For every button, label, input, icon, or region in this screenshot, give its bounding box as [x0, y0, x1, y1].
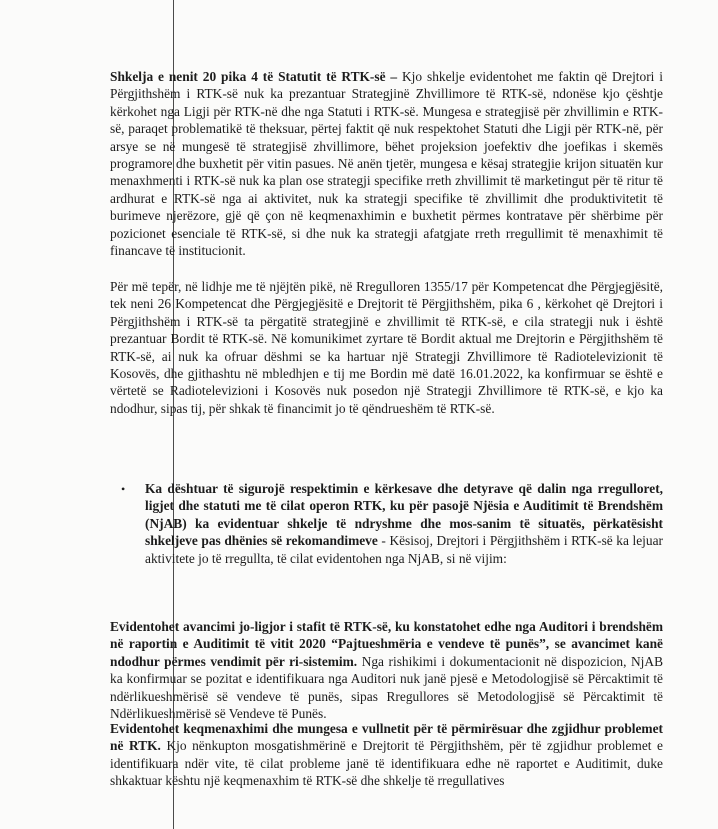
- paragraph-body: Kjo nënkupton mosgatishmërinë e Drejtorit të Përgjithshëm, për të zgjidhur problemet e identifikuara ndër vite, të cilat probleme janë të identifikuara edhe në raportet e Auditimit, duke shkaktuar kështu një keqmenaxhim të RTK-së dhe shkelje të rregullatives: [110, 738, 663, 789]
- paragraph-body: Nga rishikimi i dokumentacionit në dispozicion, NjAB ka konfirmuar se pozitat e identifikuara nga Auditori nuk janë pjesë e Metodologjisë së Përcaktimit të ndërlikueshmërisë së vendeve të punës, sipas Rregullores së Metodologjisë së Përcaktimit të Ndërlikueshmërisë së Vendeve të Punës.: [110, 653, 663, 722]
- paragraph-heading: Evidentohet keqmenaxhimi dhe mungesa e vullnetit për të përmirësuar dhe zgjidhur problemet në RTK.: [110, 721, 663, 754]
- paragraph-mismanagement: [110, 720, 663, 790]
- bullet-marker: •: [121, 482, 126, 496]
- paragraph-regulation: [110, 278, 663, 417]
- paragraph-body: Kjo shkelje evidentohet me faktin që Drejtori i Përgjithshëm i RTK-së nuk ka prezantuar Strategjinë Zhvillimore të RTK-së, ndonëse kjo çështje kërkohet nga Ligji për RTK-në dhe nga Statuti i RTK-së. Mungesa e strategjisë për zhvillimin e RTK-së, paraqet problematikë të theksuar, përtej faktit që nuk respektohet Statuti dhe Ligji për RTK-në, për arsye se në mungesë të strategjisë zhvillimore, bëhet projeksion joefektiv dhe joefikas i skemës programore dhe buxhetit për vitin pasues. Në anën tjetër, mungesa e kësaj strategjie krijon situatën kur menaxhmenti i RTK-së nuk ka plan ose strategji specifike rreth zhvillimit të marketingut për të ritur të ardhurat e RTK-së nga ai aktivitet, nuk ka strategji specifike të zhvillimit dhe produktivitetit të burimeve njerëzore, gjë që çon në keqmenaxhimin e buxhetit përmes kontratave për shërbime për pozicionet esenciale të RTK-së, si dhe nuk ka strategji afatgjate rreth rregullimit të menaxhimit të financave të institucionit.: [110, 69, 663, 259]
- paragraph-body: Për më tepër, në lidhje me të njëjtën pikë, në Rregulloren 1355/17 për Kompetencat dhe Përgjegjësitë, tek neni 26 Kompetencat dhe Përgjegjësitë e Drejtorit të Përgjithshëm, pika 6 , kërkohet që Drejtori i Përgjithshëm i RTK-së ta përgatitë strategjinë e zhvillimit të RTK-së, e cila strategji nuk i është prezantuar Bordit të RTK-së. Në komunikimet zyrtare të Bordit aktual me Drejtorin e Përgjithshëm të RTK-së, ai nuk ka ofruar dëshmi se ka hartuar një Strategji Zhvillimore të Radiotelevizionit të Kosovës, dhe gjithashtu në mbledhjen e tij me Bordin më datë 16.01.2022, ka konfirmuar se është e vërtetë se Radiotelevizioni i Kosovës nuk posedon një Strategji Zhvillimore të RTK-së, e kjo ka ndodhur, sipas tij, për shkak të financimit jo të qëndrueshëm të RTK-së.: [110, 279, 663, 416]
- paragraph-heading: Shkelja e nenit 20 pika 4 të Statutit të RTK-së –: [110, 69, 403, 84]
- paragraph-heading: Evidentohet avancimi jo-ligjor i stafit të RTK-së, ku konstatohet edhe nga Auditori i brendshëm në raportin e Auditimit të vitit 2020 “Pajtueshmëria e vendeve të punës”, se avancimet kanë ndodhur përmes vendimit për ri-sistemim.: [110, 619, 663, 669]
- paragraph-heading: Ka dështuar të sigurojë respektimin e kërkesave dhe detyrave që dalin nga rregulloret, ligjet dhe statuti me të cilat operon RTK, ku për pasojë Njësia e Auditimit të Brendshëm (NjAB) ka evidentuar shkelje të ndryshme dhe mos-sanim të situatës, përkatësisht shkeljeve pas dhënies së rekomandimeve: [145, 481, 663, 549]
- paragraph-staff-advancement: [110, 618, 663, 722]
- paragraph-statute-violation: [110, 68, 663, 259]
- paragraph-body: - Kësisoj, Drejtori i Përgjithshëm i RTK-së ka lejuar aktivitete jo të rregullta, të cilat evidentohen nga NjAB, si në vijim:: [145, 533, 664, 566]
- bullet-paragraph-audit: [145, 480, 663, 567]
